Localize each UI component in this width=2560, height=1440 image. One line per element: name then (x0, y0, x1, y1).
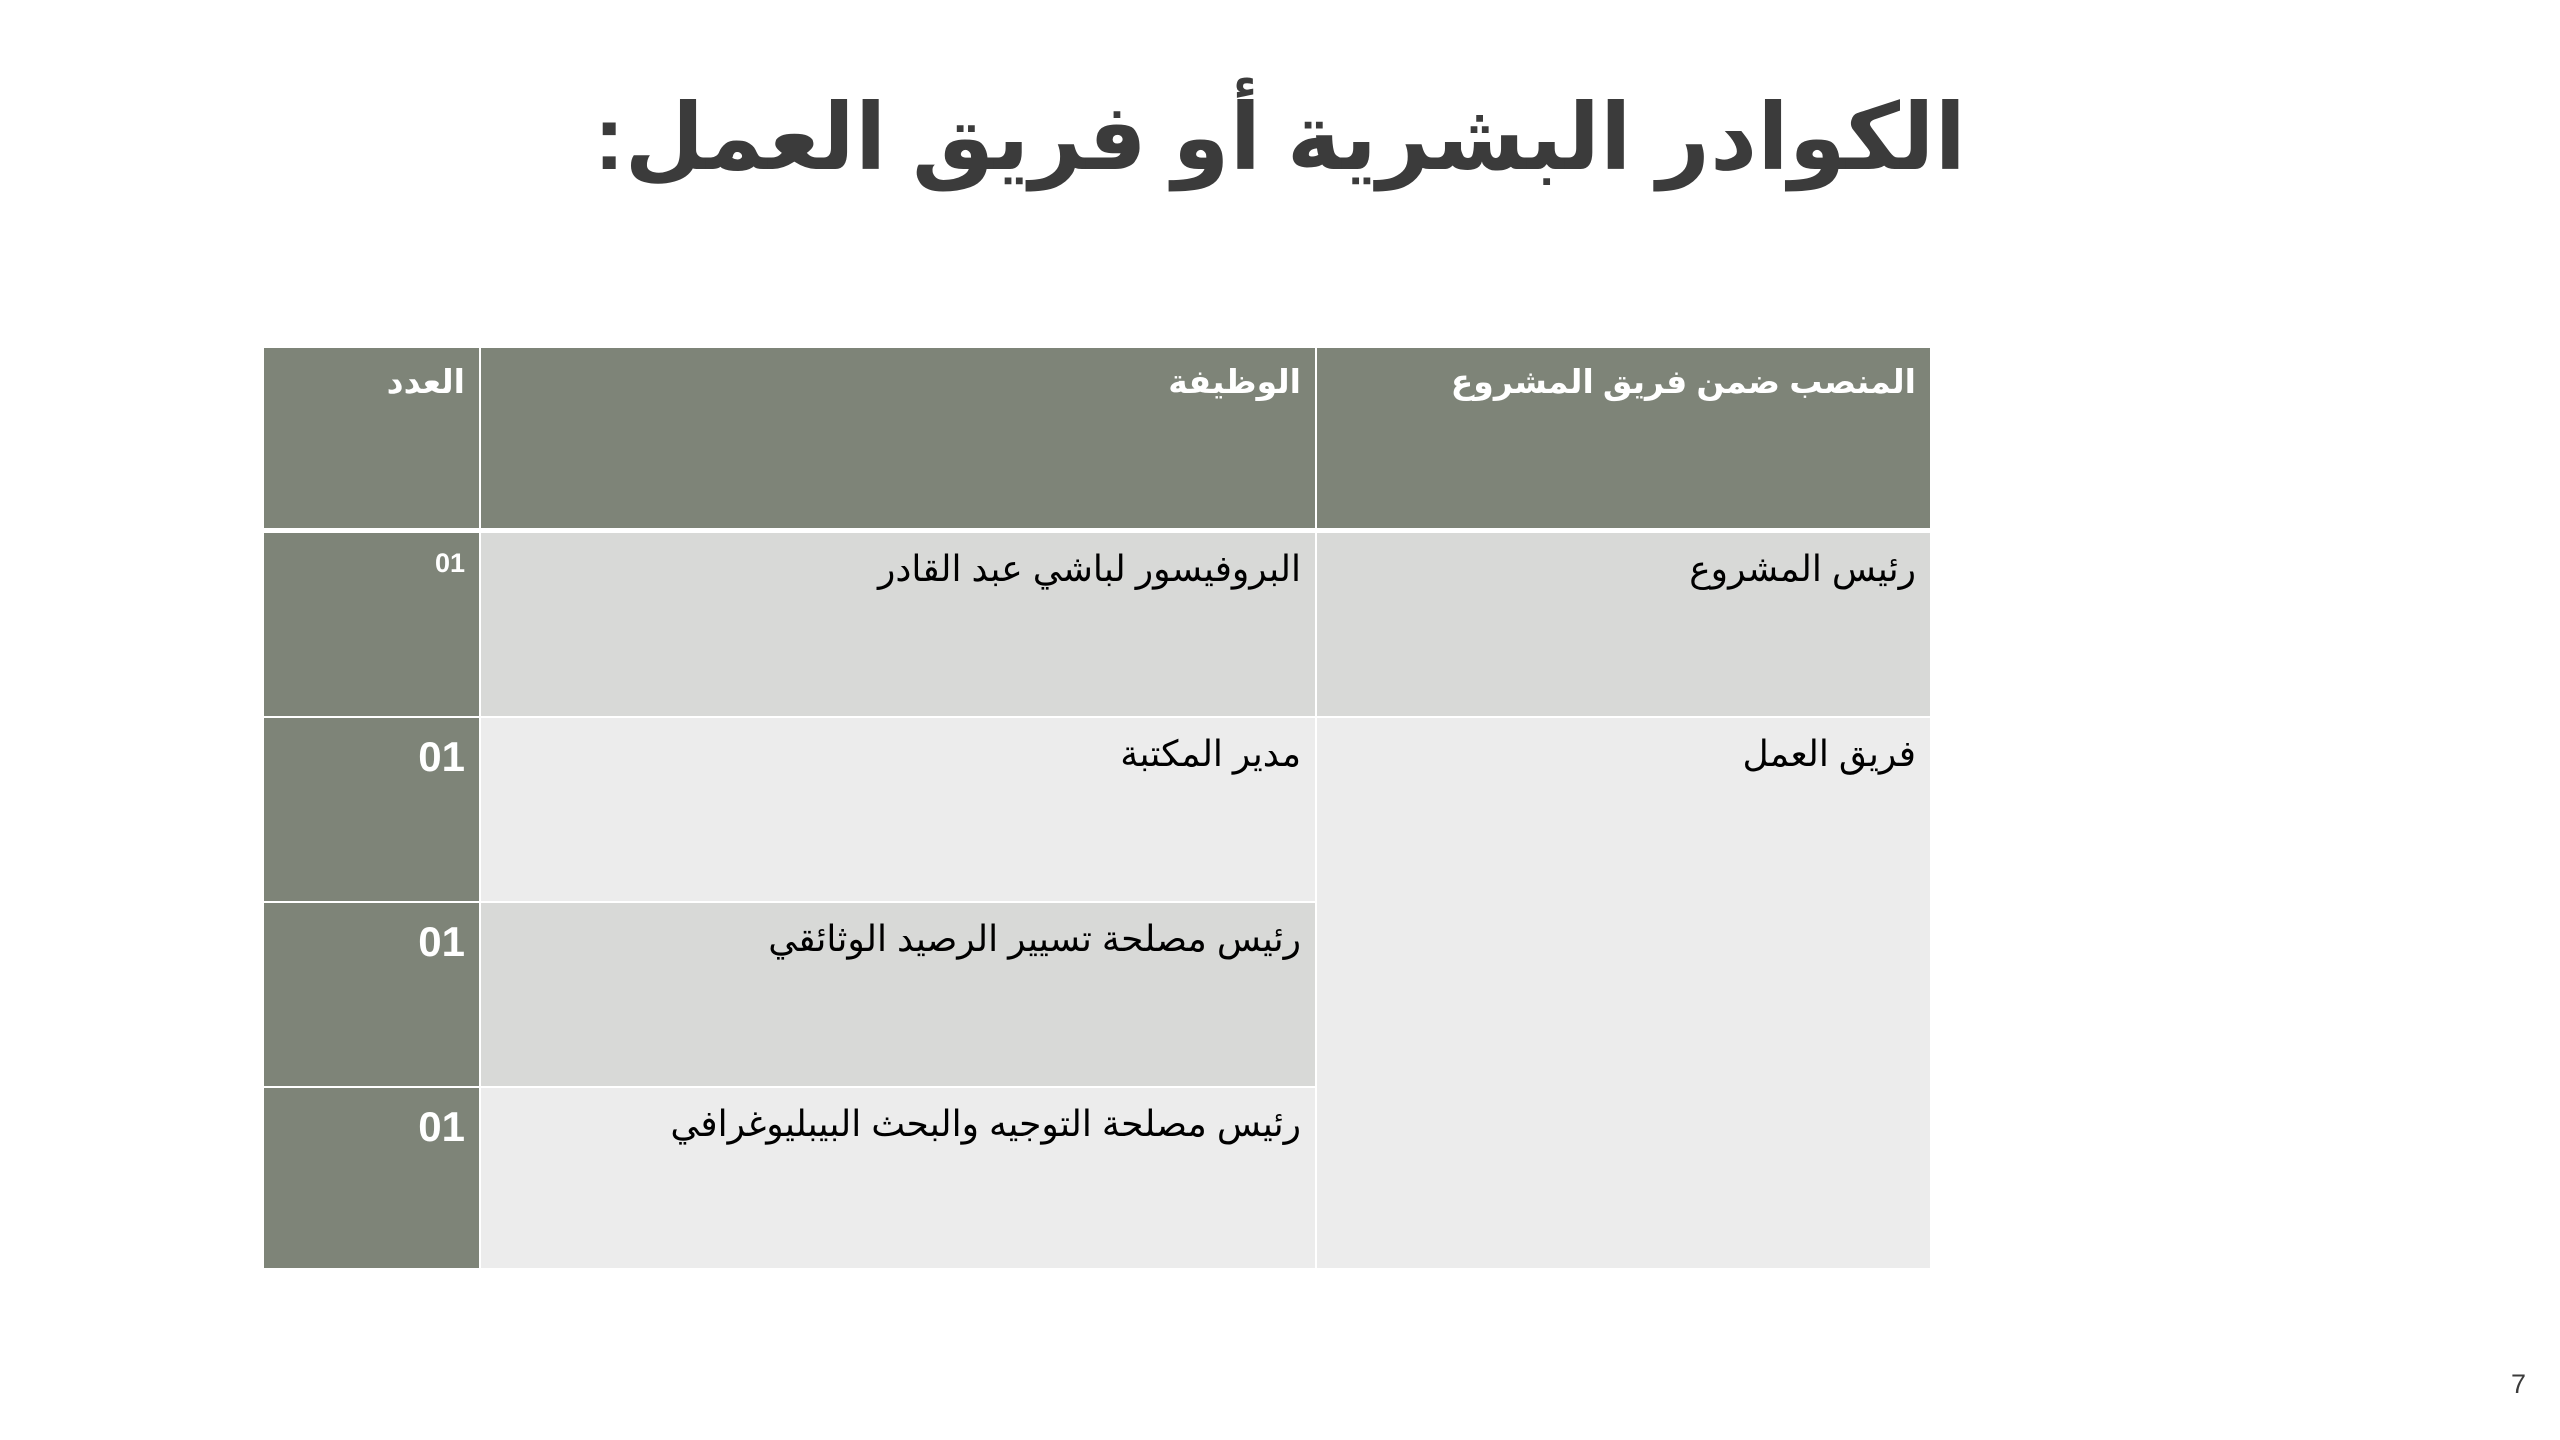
header-job: الوظيفة (481, 348, 1315, 528)
row-3-job: رئيس مصلحة تسيير الرصيد الوثائقي (481, 903, 1315, 1086)
row-4-count: 01 (264, 1088, 479, 1268)
row-2-position: فريق العمل (1317, 718, 1930, 1268)
slide-title: الكوادر البشرية أو فريق العمل: (593, 87, 1967, 189)
row-1-count: 01 (264, 533, 479, 716)
header-position: المنصب ضمن فريق المشروع (1317, 348, 1930, 528)
row-1-job: البروفيسور لباشي عبد القادر (481, 533, 1315, 716)
row-4-job: رئيس مصلحة التوجيه والبحث البيبليوغرافي (481, 1088, 1315, 1268)
row-2-count: 01 (264, 718, 479, 901)
row-1-position: رئيس المشروع (1317, 533, 1930, 716)
staff-table (264, 348, 1930, 1268)
page-number: 7 (2510, 1369, 2526, 1399)
row-3-count: 01 (264, 903, 479, 1086)
row-2-job: مدير المكتبة (481, 718, 1315, 901)
header-count: العدد (264, 348, 479, 528)
